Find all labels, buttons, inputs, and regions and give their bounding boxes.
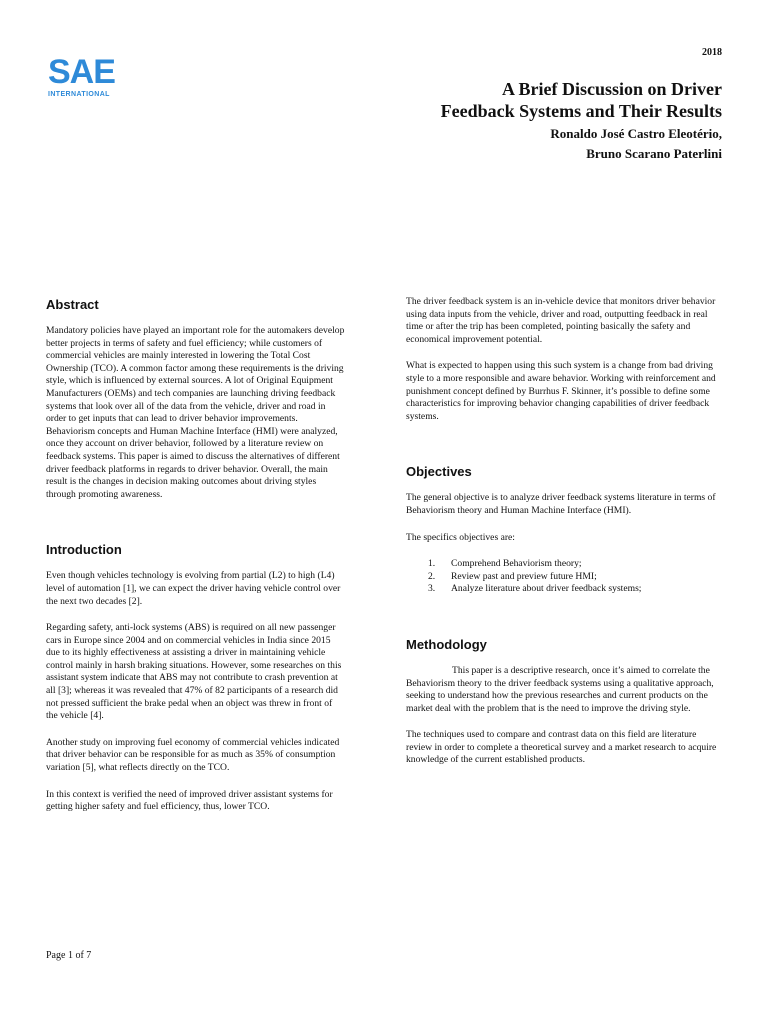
publication-year: 2018 (702, 47, 722, 58)
methodology-paragraph-2: The techniques used to compare and contrast data on this field are literature review in order to complete a theoretical survey and a market research to acquire knowledge of the current established products. (406, 729, 717, 766)
list-item-text: Review past and preview future HMI; (451, 570, 597, 582)
list-item-number: 1. (428, 558, 436, 570)
methodology-heading: Methodology (406, 636, 487, 652)
title-line-2: Feedback Systems and Their Results (440, 101, 722, 121)
objectives-paragraph-1: The general objective is to analyze driver feedback systems literature in terms of Behaviorism theory and Human Machine Interface (HMI). (406, 492, 716, 516)
paper-title (302, 78, 722, 122)
intro-paragraph-4: In this context is verified the need of improved driver assistant systems for getting higher safety and fuel efficiency, thus, lower TCO. (46, 788, 333, 813)
list-item (406, 558, 718, 571)
feedback-system-paragraph-2: What is expected to happen using this such system is a change from bad driving style to a more responsible and aware behavior. Working with reinforcement and punishment concept defined by Burrhus F. Skinner, it’s possible to define some characteristics for improving behavior changing capabilities of driver feedback systems. (406, 360, 716, 422)
list-item (406, 571, 718, 584)
objectives-paragraph-2: The specifics objectives are: (406, 531, 515, 543)
specific-objectives-list (406, 558, 718, 596)
author-1: Ronaldo José Castro Eleotério, (550, 126, 722, 141)
author-list (302, 124, 722, 164)
intro-paragraph-1: Even though vehicles technology is evolving from partial (L2) to high (L4) level of automation [1], we can expect the driver having vehicle control over the next two decades [2]. (46, 570, 341, 607)
intro-paragraph-2: Regarding safety, anti-lock systems (ABS) is required on all new passenger cars in Europe since 2004 and on commercial vehicles in India since 2015 due to its highly effectiveness at assisting a driver in maintaining vehicle control mainly in harsh braking situations. However, some researches on this assistant system indicate that ABS may not contribute to crash prevention at all [3]; whereas it was revealed that 47% of 82 participants of a research did not pressed sufficient the brake pedal when an object was threw in front of the vehicle [4]. (46, 622, 342, 722)
methodology-paragraph-1: This paper is a descriptive research, once it’s aimed to correlate the Behaviorism theory to the driver feedback systems using a qualitative approach, seeking to understand how the previous researches and current products on the market deal with the problem that is the need to improve the driving style. (406, 664, 714, 714)
page-number: Page 1 of 7 (46, 950, 92, 961)
logo-wordmark: SAE (48, 53, 115, 91)
title-line-1: A Brief Discussion on Driver (502, 79, 722, 99)
left-column (46, 296, 346, 814)
list-item-text: Comprehend Behaviorism theory; (451, 558, 582, 570)
objectives-heading: Objectives (406, 464, 472, 480)
introduction-heading: Introduction (46, 542, 122, 558)
intro-paragraph-3: Another study on improving fuel economy of commercial vehicles indicated that driver behavior can be responsible for as much as 35% of consumption variation [5], what reflects directly on the TCO. (46, 736, 340, 774)
list-item (406, 583, 718, 596)
title-block (302, 78, 722, 164)
list-item-text: Analyze literature about driver feedback systems; (451, 583, 642, 595)
list-item-number: 3. (428, 583, 436, 595)
right-column (406, 296, 718, 767)
abstract-heading: Abstract (46, 297, 99, 312)
feedback-system-paragraph-1: The driver feedback system is an in-vehicle device that monitors driver behavior using data inputs from the vehicle, driver and road, outputting feedback in real time or after the trip has been completed, pointing basically the safety and economical improvement potential. (406, 296, 716, 345)
abstract-text: Mandatory policies have played an important role for the automakers develop better projects in terms of safety and fuel efficiency; while customers of commercial vehicles are mainly interested in lowering the Total Cost Ownership (TCO). A common factor among these requirements is the driving style, which is influenced by external sources. A lot of Original Equipment Manufacturers (OEMs) and tech companies are launching driving feedback systems that look over all of the data from the vehicle, driver and road in order to get inputs that can lead to driver behavior improvements. Behaviorism concepts and Human Machine Interface (HMI) were analyzed, once they account on driver behavior, followed by a literature review on feedback systems. This paper is aimed to discuss the alternatives of different driver feedback platforms in regards to driver behavior. Overall, the main result is the changes in decision making outcomes about driving styles through promoting awareness. (46, 325, 345, 500)
author-2: Bruno Scarano Paterlini (586, 146, 722, 161)
list-item-number: 2. (428, 570, 436, 582)
logo-subtitle: INTERNATIONAL (48, 91, 110, 98)
sae-logo (48, 55, 128, 105)
